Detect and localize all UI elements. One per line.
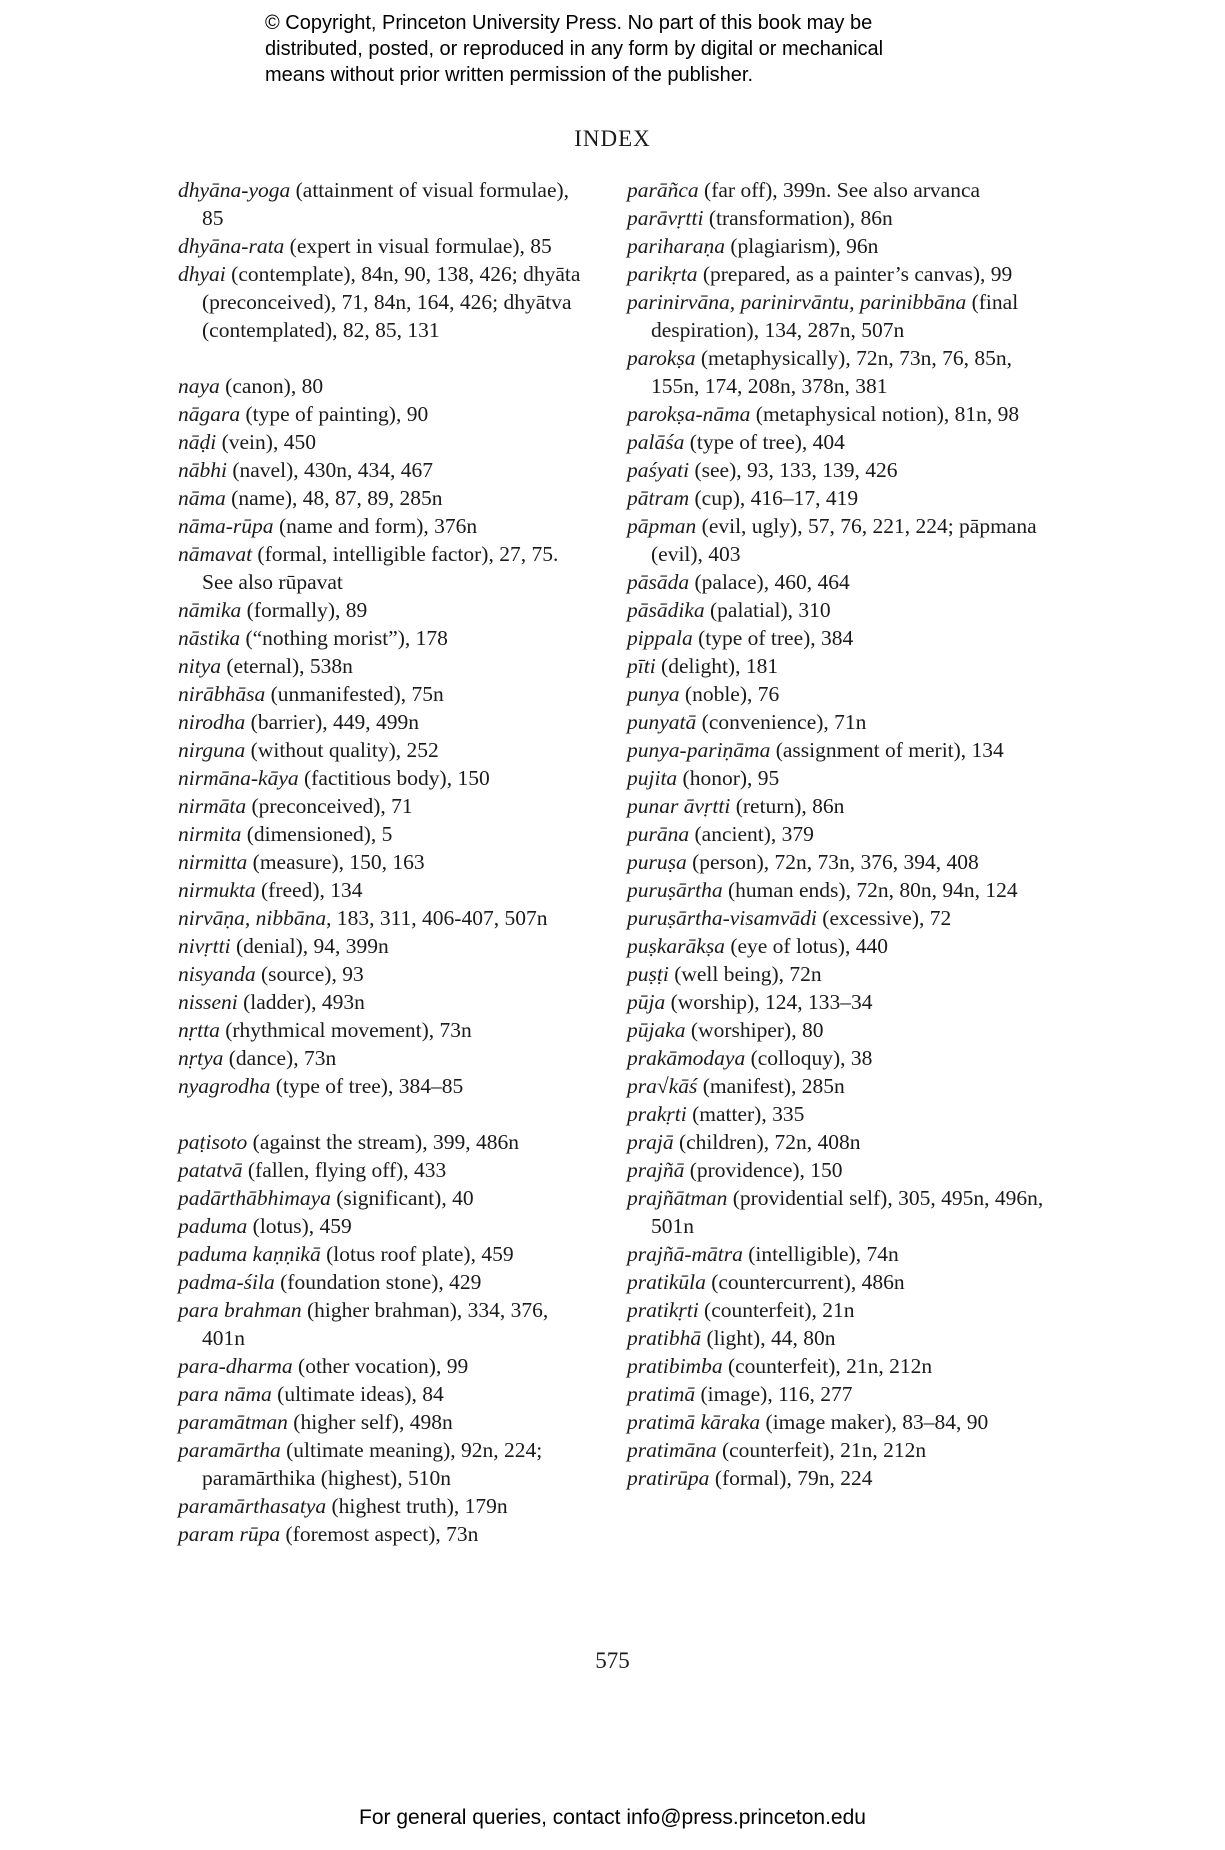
index-definition: (vein), 450 [216, 430, 316, 454]
index-term: punar āvṛtti [627, 794, 731, 818]
index-definition: (assignment of merit), 134 [770, 738, 1004, 762]
index-definition: (rhythmical movement), 73n [219, 1018, 472, 1042]
index-term: nāmika [178, 598, 242, 622]
index-term: prakṛti [627, 1102, 687, 1126]
entry-spacer [178, 1100, 593, 1128]
index-entry [178, 904, 593, 932]
index-definition: (higher brahman), 334, 376, 401n [202, 1298, 549, 1350]
index-entry [627, 904, 1047, 932]
index-term: nisyanda [178, 962, 256, 986]
index-entry [178, 960, 593, 988]
index-term: nyagrodha [178, 1074, 271, 1098]
index-definition: (palatial), 310 [704, 598, 831, 622]
index-term: pūja [627, 990, 666, 1014]
index-entry [627, 932, 1047, 960]
index-entry [627, 400, 1047, 428]
index-term: dhyāna-yoga [178, 178, 291, 202]
index-term: pāpman [627, 514, 697, 538]
index-term: nisseni [178, 990, 238, 1014]
index-entry [627, 792, 1047, 820]
index-definition: (providence), 150 [684, 1158, 843, 1182]
index-entry [627, 1016, 1047, 1044]
index-entry [178, 372, 593, 400]
copyright-line: means without prior written permission of the publisher. [265, 64, 754, 86]
index-term: parokṣa-nāma [627, 402, 751, 426]
index-definition: (navel), 430n, 434, 467 [226, 458, 433, 482]
index-column-right [627, 176, 1047, 1492]
index-entry [178, 1268, 593, 1296]
index-term: pratibimba [627, 1354, 723, 1378]
index-entry [627, 1156, 1047, 1184]
index-definition: (countercurrent), 486n [705, 1270, 905, 1294]
index-entry [627, 596, 1047, 624]
index-term: parāvṛtti [627, 206, 704, 230]
index-definition: (palace), 460, 464 [689, 570, 850, 594]
index-term: para-dharma [178, 1354, 293, 1378]
index-definition: (noble), 76 [679, 682, 780, 706]
index-definition: (worshiper), 80 [685, 1018, 824, 1042]
index-definition: (counterfeit), 21n, 212n [722, 1354, 933, 1378]
index-term: parikṛta [627, 262, 698, 286]
index-entry [627, 568, 1047, 596]
index-definition: (transformation), 86n [703, 206, 893, 230]
index-definition: (without quality), 252 [245, 738, 439, 762]
index-entry [178, 596, 593, 624]
index-definition: (providential self), 305, 495n, 496n, 501n [651, 1186, 1044, 1238]
index-term: prajā [627, 1130, 674, 1154]
index-definition: (counterfeit), 21n [698, 1298, 855, 1322]
index-term: puṣkarākṣa [627, 934, 725, 958]
index-column-left [178, 176, 593, 1548]
index-term: para brahman [178, 1298, 302, 1322]
index-term: dhyāna-rata [178, 234, 285, 258]
index-term: puruṣārtha [627, 878, 723, 902]
index-term: puruṣa [627, 850, 687, 874]
index-term: palāśa [627, 430, 685, 454]
index-entry [627, 1044, 1047, 1072]
index-definition: (name), 48, 87, 89, 285n [225, 486, 443, 510]
index-term: nirodha [178, 710, 246, 734]
index-definition: (delight), 181 [655, 654, 779, 678]
index-definition: (denial), 94, 399n [230, 934, 389, 958]
index-term: prajñā [627, 1158, 685, 1182]
index-entry [627, 1436, 1047, 1464]
index-entry [627, 736, 1047, 764]
index-term: pratibhā [627, 1326, 702, 1350]
index-entry [178, 876, 593, 904]
index-term: nṛtta [178, 1018, 220, 1042]
index-term: paramārthasatya [178, 1494, 327, 1518]
index-entry [627, 288, 1047, 344]
index-definition: (type of tree), 384 [692, 626, 854, 650]
index-entry [178, 484, 593, 512]
index-term: paduma [178, 1214, 248, 1238]
index-definition: (factitious body), 150 [298, 766, 490, 790]
index-entry [627, 512, 1047, 568]
index-term: pūjaka [627, 1018, 686, 1042]
index-entry [178, 456, 593, 484]
index-term: pujita [627, 766, 678, 790]
index-term: pratirūpa [627, 1466, 710, 1490]
index-definition: (metaphysically), 72n, 73n, 76, 85n, 155n, 174, 208n, 378n, 381 [651, 346, 1012, 398]
index-entry [178, 1436, 593, 1492]
index-entry [627, 988, 1047, 1016]
index-definition: (type of tree), 404 [684, 430, 845, 454]
index-entry [178, 848, 593, 876]
index-entry [178, 1044, 593, 1072]
index-definition: (lotus), 459 [247, 1214, 352, 1238]
index-term: nirmita [178, 822, 242, 846]
index-entry [627, 428, 1047, 456]
index-entry [178, 1184, 593, 1212]
index-definition: (formal), 79n, 224 [709, 1466, 873, 1490]
index-term: dhyai [178, 262, 226, 286]
index-term: param rūpa [178, 1522, 281, 1546]
index-term: nāmavat [178, 542, 253, 566]
index-term: nāstika [178, 626, 241, 650]
index-entry [178, 1492, 593, 1520]
index-definition: (evil, ugly), 57, 76, 221, 224; pāpmana (evil), 403 [651, 514, 1037, 566]
index-definition: (lotus roof plate), 459 [320, 1242, 514, 1266]
index-definition: (source), 93 [255, 962, 364, 986]
index-term: nāma-rūpa [178, 514, 274, 538]
index-entry [627, 960, 1047, 988]
index-definition: (formally), 89 [241, 598, 368, 622]
index-definition: (far off), 399n. See also arvanca [698, 178, 981, 202]
index-definition: (image), 116, 277 [695, 1382, 853, 1406]
index-entry [627, 176, 1047, 204]
index-entry [627, 1352, 1047, 1380]
index-definition: (preconceived), 71 [246, 794, 413, 818]
index-entry [178, 1408, 593, 1436]
index-entry [178, 512, 593, 540]
index-entry [178, 1240, 593, 1268]
index-entry [178, 708, 593, 736]
index-definition: (intelligible), 74n [742, 1242, 899, 1266]
index-entry [627, 1240, 1047, 1268]
index-entry [627, 1296, 1047, 1324]
index-entry [627, 764, 1047, 792]
index-definition: (canon), 80 [219, 374, 324, 398]
index-entry [627, 1380, 1047, 1408]
entry-spacer [178, 344, 593, 372]
index-definition: (matter), 335 [686, 1102, 805, 1126]
index-definition: (type of painting), 90 [240, 402, 429, 426]
index-term: paramārtha [178, 1438, 281, 1462]
index-definition: (measure), 150, 163 [247, 850, 425, 874]
index-term: nṛtya [178, 1046, 224, 1070]
index-definition: (light), 44, 80n [701, 1326, 836, 1350]
index-definition: (return), 86n [730, 794, 845, 818]
index-term: pra√kāś [627, 1074, 698, 1098]
index-term: nāgara [178, 402, 241, 426]
index-term: parokṣa [627, 346, 696, 370]
index-term: nāma [178, 486, 226, 510]
index-entry [627, 680, 1047, 708]
index-definition: (prepared, as a painter’s canvas), 99 [697, 262, 1013, 286]
index-term: nāḍi [178, 430, 217, 454]
copyright-notice [265, 10, 1025, 88]
index-definition: (contemplate), 84n, 90, 138, 426; dhyāta (preconceived), 71, 84n, 164, 426; dhyātva (contemplated), 82, 85, 131 [202, 262, 581, 342]
index-entry [627, 652, 1047, 680]
index-term: nirmukta [178, 878, 256, 902]
index-definition: (significant), 40 [330, 1186, 474, 1210]
index-definition: (higher self), 498n [287, 1410, 453, 1434]
index-definition: (ancient), 379 [689, 822, 814, 846]
index-entry [178, 260, 593, 344]
index-term: paramātman [178, 1410, 288, 1434]
index-definition: (colloquy), 38 [745, 1046, 873, 1070]
index-definition: (freed), 134 [255, 878, 363, 902]
index-term: padārthābhimaya [178, 1186, 331, 1210]
index-entry [627, 344, 1047, 400]
index-entry [178, 624, 593, 652]
index-definition: (see), 93, 133, 139, 426 [689, 458, 898, 482]
index-definition: (ultimate ideas), 84 [271, 1382, 444, 1406]
index-term: naya [178, 374, 220, 398]
index-term: nābhi [178, 458, 227, 482]
index-entry [627, 1408, 1047, 1436]
index-entry [178, 680, 593, 708]
index-entry [627, 1128, 1047, 1156]
index-term: punya [627, 682, 680, 706]
index-definition: (manifest), 285n [697, 1074, 845, 1098]
index-term: prakāmodaya [627, 1046, 746, 1070]
index-definition: (formal, intelligible factor), 27, 75. See also rūpavat [202, 542, 559, 594]
index-entry [178, 428, 593, 456]
index-term: nitya [178, 654, 221, 678]
page-number: 575 [595, 1648, 630, 1673]
index-term: patatvā [178, 1158, 243, 1182]
index-entry [627, 1464, 1047, 1492]
index-entry [178, 1380, 593, 1408]
index-definition: (human ends), 72n, 80n, 94n, 124 [722, 878, 1018, 902]
index-definition: (children), 72n, 408n [673, 1130, 861, 1154]
index-definition: (well being), 72n [668, 962, 822, 986]
index-definition: (other vocation), 99 [292, 1354, 469, 1378]
index-term: nirvāṇa, nibbāna [178, 906, 327, 930]
index-entry [627, 456, 1047, 484]
index-entry [178, 932, 593, 960]
index-term: prajñā-mātra [627, 1242, 743, 1266]
index-entry [178, 1212, 593, 1240]
index-entry [627, 624, 1047, 652]
index-entry [178, 1156, 593, 1184]
index-term: nirmāna-kāya [178, 766, 299, 790]
index-definition: (excessive), 72 [816, 906, 952, 930]
index-definition: (against the stream), 399, 486n [247, 1130, 519, 1154]
index-term: pratimā kāraka [627, 1410, 761, 1434]
index-entry [627, 260, 1047, 288]
index-term: nirābhāsa [178, 682, 266, 706]
index-definition: (image maker), 83–84, 90 [760, 1410, 989, 1434]
index-definition: (expert in visual formulae), 85 [284, 234, 552, 258]
index-definition: (eye of lotus), 440 [724, 934, 888, 958]
index-term: pāsāda [627, 570, 690, 594]
index-entry [627, 1100, 1047, 1128]
index-definition: (highest truth), 179n [326, 1494, 508, 1518]
index-definition: (ultimate meaning), 92n, 224; paramārthika (highest), 510n [202, 1438, 543, 1490]
index-term: paśyati [627, 458, 690, 482]
index-definition: (convenience), 71n [696, 710, 867, 734]
index-definition: (type of tree), 384–85 [270, 1074, 464, 1098]
index-entry [178, 988, 593, 1016]
index-entry [178, 540, 593, 596]
index-term: puṣṭi [627, 962, 669, 986]
index-entry [178, 764, 593, 792]
index-entry [627, 232, 1047, 260]
index-term: pratikṛti [627, 1298, 699, 1322]
index-term: pariharaṇa [627, 234, 725, 258]
index-term: nivṛtti [178, 934, 231, 958]
index-entry [627, 876, 1047, 904]
copyright-line: distributed, posted, or reproduced in any form by digital or mechanical [265, 38, 884, 60]
index-entry [178, 736, 593, 764]
index-term: pāsādika [627, 598, 705, 622]
index-term: parinirvāna, parinirvāntu, parinibbāna [627, 290, 967, 314]
index-definition: (foremost aspect), 73n [280, 1522, 479, 1546]
index-entry [627, 1324, 1047, 1352]
index-definition: (dimensioned), 5 [241, 822, 393, 846]
index-definition: (unmanifested), 75n [265, 682, 444, 706]
index-entry [178, 1016, 593, 1044]
index-entry [627, 1072, 1047, 1100]
index-entry [178, 1520, 593, 1548]
index-entry [627, 820, 1047, 848]
index-entry [627, 708, 1047, 736]
index-entry [627, 848, 1047, 876]
index-term: punya-pariṇāma [627, 738, 771, 762]
index-definition: (“nothing morist”), 178 [240, 626, 448, 650]
index-term: pratimāna [627, 1438, 717, 1462]
index-entry [178, 176, 593, 232]
index-term: nirmitta [178, 850, 248, 874]
index-term: nirguna [178, 738, 246, 762]
copyright-line: © Copyright, Princeton University Press. No part of this book may be [265, 12, 873, 34]
index-definition: (fallen, flying off), 433 [242, 1158, 447, 1182]
index-definition: (attainment of visual formulae), 85 [202, 178, 570, 230]
index-definition: (name and form), 376n [273, 514, 478, 538]
index-definition: (person), 72n, 73n, 376, 394, 408 [686, 850, 979, 874]
index-term: padma-śila [178, 1270, 275, 1294]
index-term: pīti [627, 654, 656, 678]
index-entry [178, 792, 593, 820]
index-definition: (final despiration), 134, 287n, 507n [651, 290, 1019, 342]
index-term: pratikūla [627, 1270, 706, 1294]
index-term: paṭisoto [178, 1130, 248, 1154]
index-definition: (dance), 73n [223, 1046, 337, 1070]
index-definition: (barrier), 449, 499n [245, 710, 420, 734]
index-definition: (ladder), 493n [237, 990, 365, 1014]
index-term: pippala [627, 626, 693, 650]
index-term: pratimā [627, 1382, 696, 1406]
index-term: prajñātman [627, 1186, 728, 1210]
index-term: para nāma [178, 1382, 272, 1406]
index-term: purāna [627, 822, 690, 846]
index-definition: (foundation stone), 429 [274, 1270, 482, 1294]
index-entry [178, 1072, 593, 1100]
index-entry [627, 484, 1047, 512]
index-entry [178, 1128, 593, 1156]
index-definition: (eternal), 538n [221, 654, 353, 678]
index-term: pātram [627, 486, 690, 510]
index-entry [627, 1184, 1047, 1240]
index-definition: (cup), 416–17, 419 [689, 486, 859, 510]
index-entry [178, 820, 593, 848]
index-term: punyatā [627, 710, 697, 734]
page-title: INDEX [574, 126, 651, 151]
index-definition: (honor), 95 [677, 766, 780, 790]
index-definition: (worship), 124, 133–34 [665, 990, 873, 1014]
index-entry [627, 204, 1047, 232]
index-term: puruṣārtha-visamvādi [627, 906, 817, 930]
index-definition: , 183, 311, 406-407, 507n [326, 906, 548, 930]
index-entry [178, 1296, 593, 1352]
footer-contact: For general queries, contact info@press.princeton.edu [359, 1806, 866, 1829]
index-entry [178, 232, 593, 260]
index-definition: (metaphysical notion), 81n, 98 [750, 402, 1020, 426]
index-term: paduma kaṇṇikā [178, 1242, 321, 1266]
index-term: nirmāta [178, 794, 247, 818]
index-entry [178, 652, 593, 680]
index-entry [627, 1268, 1047, 1296]
index-term: parāñca [627, 178, 699, 202]
index-entry [178, 400, 593, 428]
index-definition: (plagiarism), 96n [724, 234, 879, 258]
index-definition: (counterfeit), 21n, 212n [716, 1438, 927, 1462]
index-entry [178, 1352, 593, 1380]
